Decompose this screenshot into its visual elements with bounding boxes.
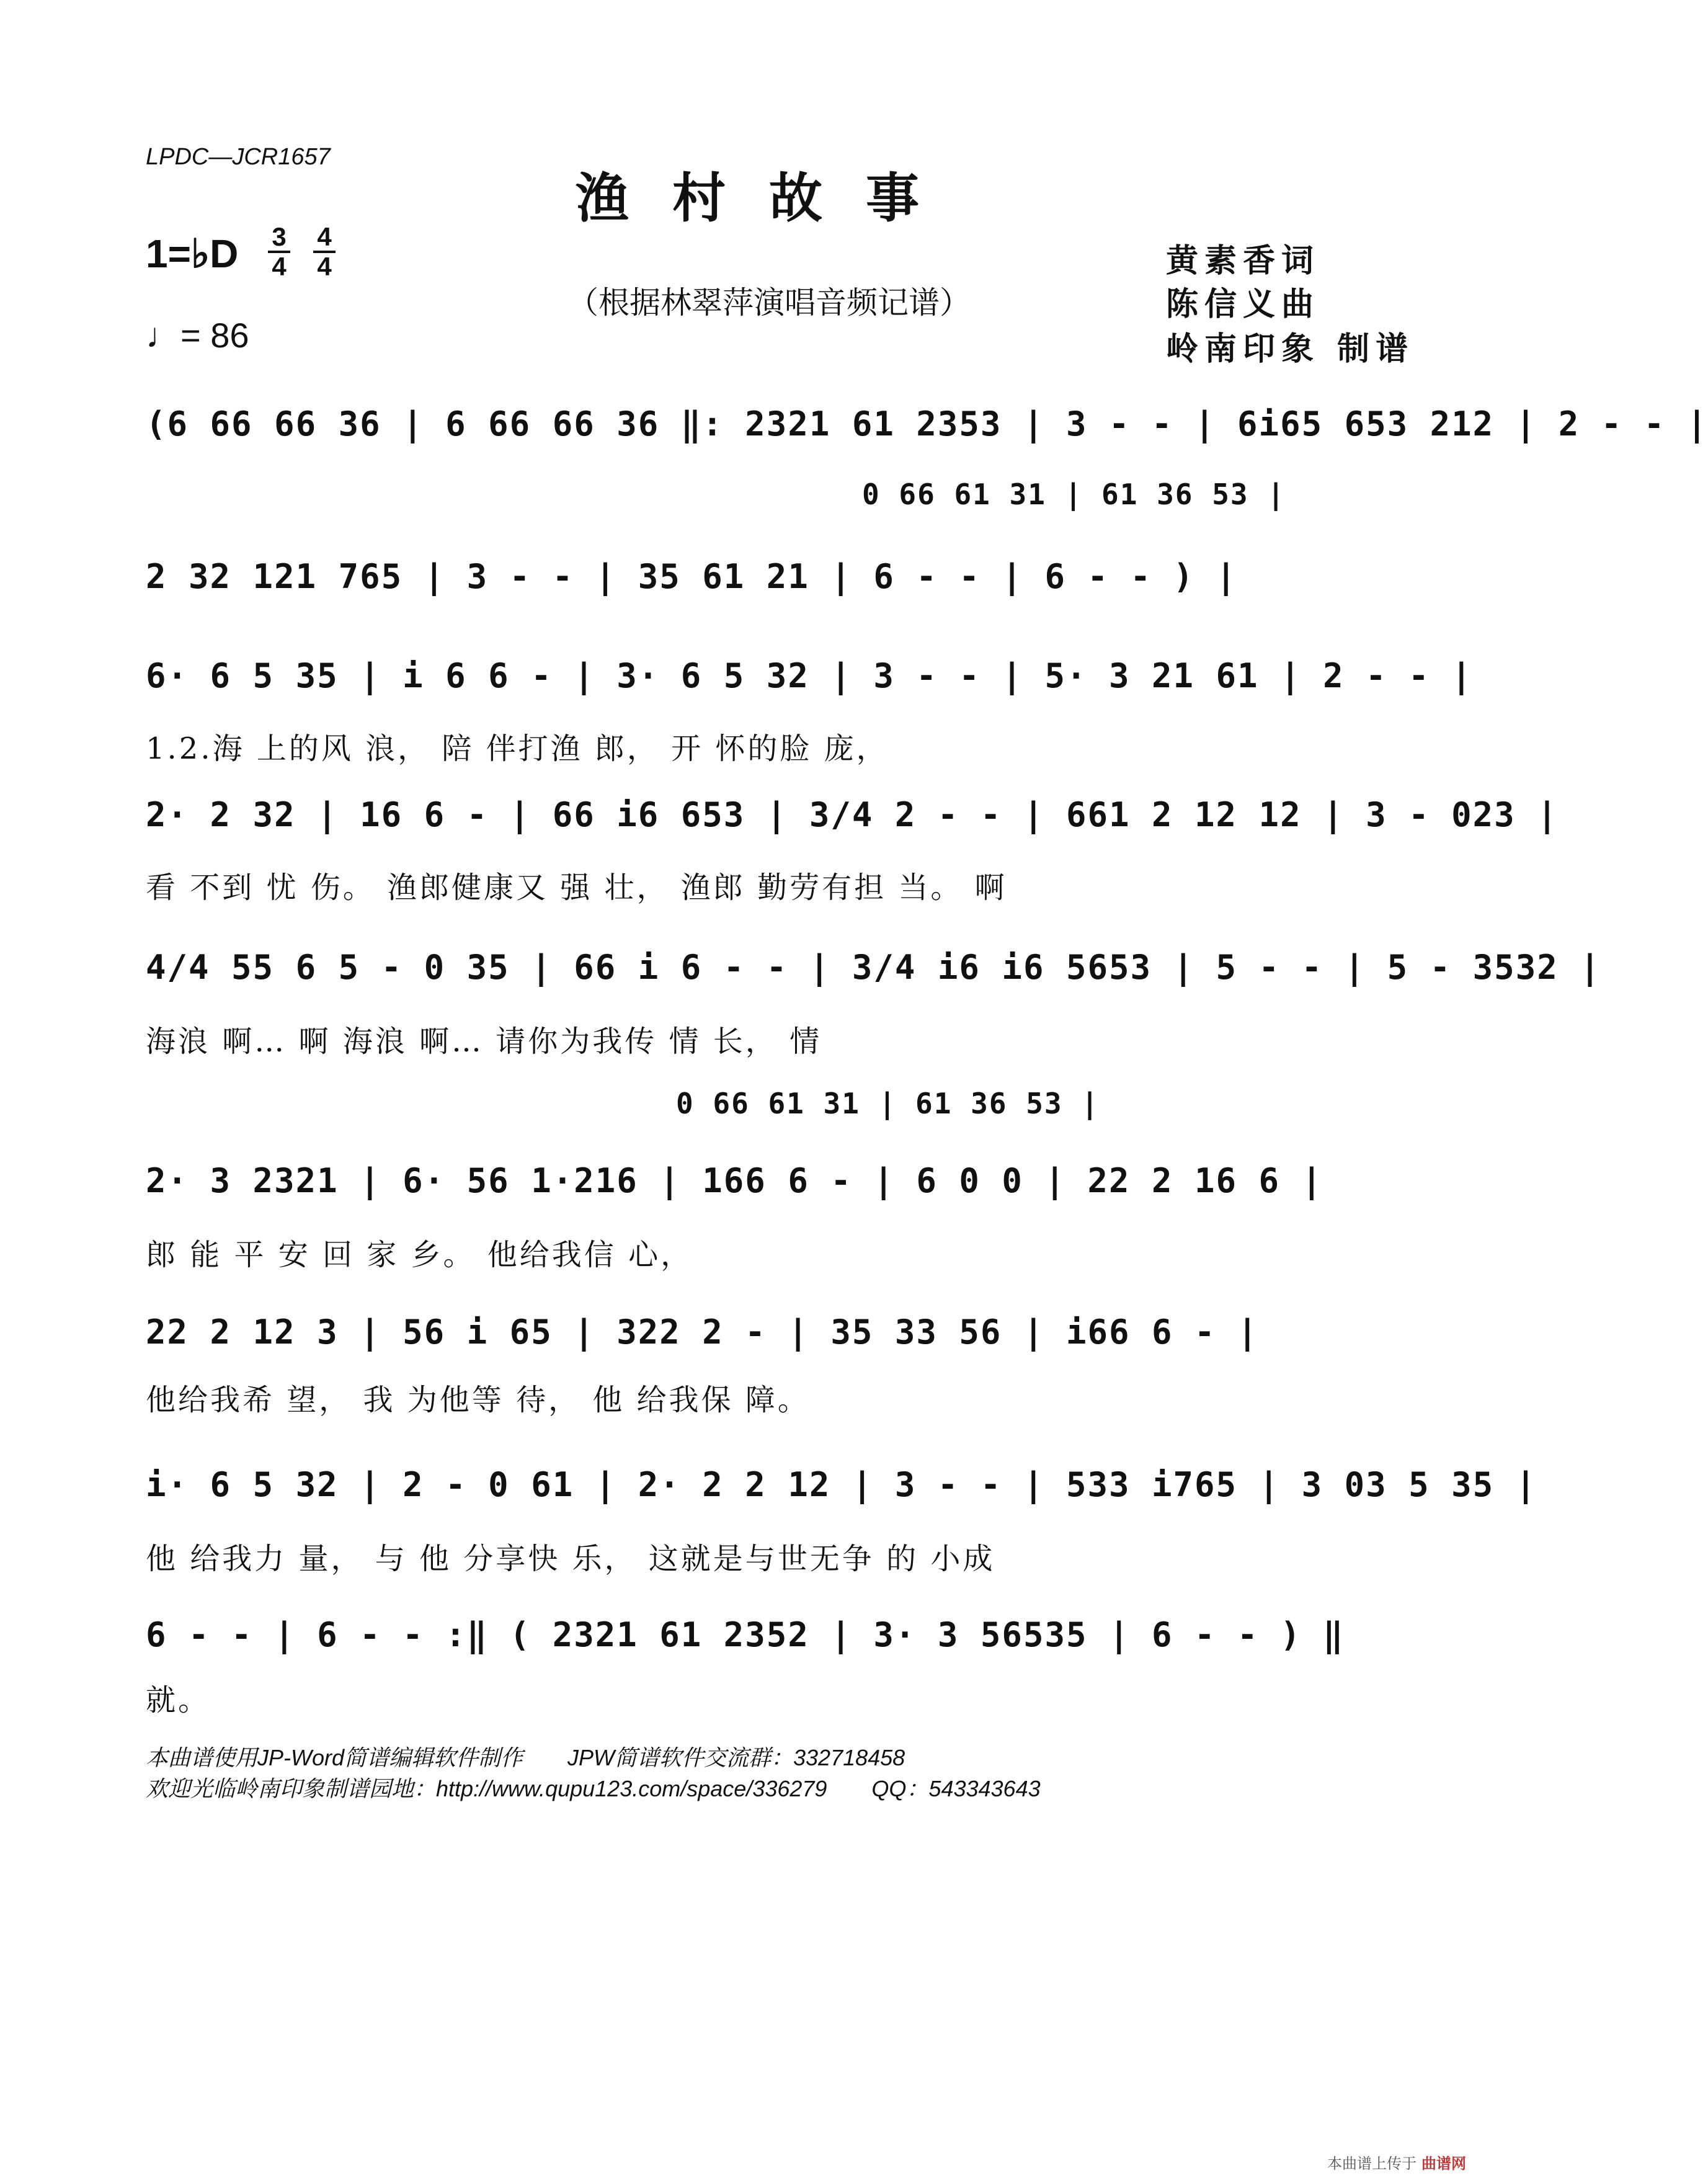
time-signature-4-4: 4 4 <box>313 223 336 280</box>
score-system-7: 22 2 12 3 | 56 i 65 | 322 2 - | 35 33 56 | i66 6 - | <box>146 1313 1259 1352</box>
lyricist-credit: 黄素香词 <box>1166 242 1320 280</box>
footer-website-note: 欢迎光临岭南印象制谱园地：http://www.qupu123.com/space/336279 QQ：543343643 <box>146 1776 1041 1801</box>
page-subtitle: （根据林翠萍演唱音频记谱） <box>567 285 971 321</box>
score-system-9: 6 - - | 6 - - :‖ ( 2321 61 2352 | 3· 3 56535 | 6 - - ) ‖ <box>146 1615 1345 1654</box>
score-upper-voice-1: 0 66 61 31 | 61 36 53 | <box>862 478 1286 511</box>
lyric-line-7: 就。 <box>146 1683 211 1718</box>
key-signature: 1=♭D <box>146 231 239 276</box>
lyric-line-4: 郎 能 平 安 回 家 乡。 他给我信 心， <box>146 1237 693 1272</box>
score-system-6: 2· 3 2321 | 6· 56 1·216 | 166 6 - | 6 0 0 | 22 2 16 6 | <box>146 1161 1323 1200</box>
page-title: 渔村故事 <box>576 167 963 230</box>
score-upper-voice-2: 0 66 61 31 | 61 36 53 | <box>676 1087 1100 1120</box>
score-system-2: 2 32 121 765 | 3 - - | 35 61 21 | 6 - - | 6 - - ) | <box>146 557 1238 596</box>
score-system-4: 2· 2 32 | 16 6 - | 66 i6 653 | 3/4 2 - - | 661 2 12 12 | 3 - 023 | <box>146 795 1559 834</box>
lyric-line-2: 看 不到 忧 伤。 渔郎健康又 强 壮， 渔郎 勤劳有担 当。 啊 <box>146 870 1007 905</box>
lyric-line-1: 1.2.海 上的风 浪， 陪 伴打渔 郎， 开 怀的脸 庞， <box>146 731 889 766</box>
score-system-1: (6 66 66 36 | 6 66 66 36 ‖: 2321 61 2353 | 3 - - | 6i65 653 212 | 2 - - | <box>146 404 1708 444</box>
watermark <box>1327 2151 1466 2173</box>
watermark-text: 本曲谱上传于 <box>1327 2155 1417 2172</box>
score-system-5: 4/4 55 6 5 - 0 35 | 66 i 6 - - | 3/4 i6 i6 5653 | 5 - - | 5 - 3532 | <box>146 948 1601 987</box>
composer-credit: 陈信义曲 <box>1166 285 1320 323</box>
watermark-logo: 曲谱网 <box>1421 2155 1466 2172</box>
lyric-line-6: 他 给我力 量， 与 他 分享快 乐， 这就是与世无争 的 小成 <box>146 1541 995 1576</box>
score-system-3: 6· 6 5 35 | i 6 6 - | 3· 6 5 32 | 3 - - | 5· 3 21 61 | 2 - - | <box>146 656 1473 695</box>
lyric-line-3: 海浪 啊… 啊 海浪 啊… 请你为我传 情 长， 情 <box>146 1024 822 1059</box>
score-code: LPDC—JCR1657 <box>146 144 331 170</box>
tempo-marking: ♩= 86 <box>146 316 249 355</box>
footer-software-note: 本曲谱使用JP-Word简谱编辑软件制作 JPW简谱软件交流群：332718458 <box>146 1745 905 1770</box>
time-signature-3-4: 3 4 <box>268 223 290 280</box>
notator-credit: 岭南印象 制谱 <box>1166 330 1415 368</box>
score-system-8: i· 6 5 32 | 2 - 0 61 | 2· 2 2 12 | 3 - - | 533 i765 | 3 03 5 35 | <box>146 1465 1537 1504</box>
lyric-line-5: 他给我希 望， 我 为他等 待， 他 给我保 障。 <box>146 1383 810 1417</box>
